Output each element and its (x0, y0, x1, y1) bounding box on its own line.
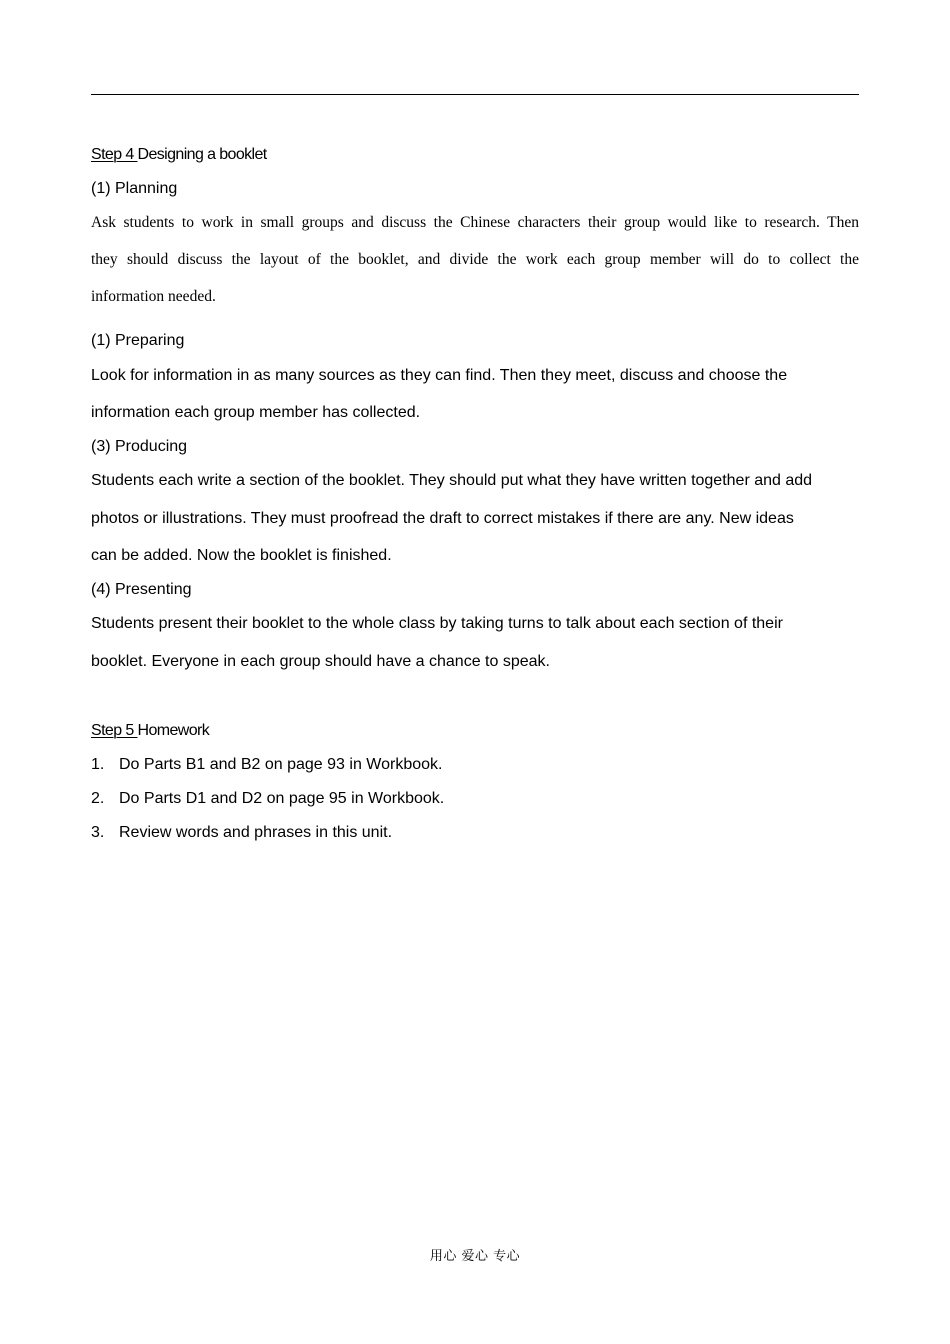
presenting-line-2: booklet. Everyone in each group should have a chance to speak. (91, 653, 550, 670)
homework-item-number: 1. (91, 756, 105, 773)
homework-item-number: 2. (91, 790, 105, 807)
producing-heading: (3) Producing (91, 438, 188, 455)
header-rule (91, 94, 859, 95)
planning-line-1: Ask students to work in small groups and discuss the Chinese characters their group would like to research. Then (91, 214, 859, 231)
step4-heading (91, 145, 859, 165)
producing-line-3: can be added. Now the booklet is finished. (91, 547, 392, 564)
homework-item-text: Review words and phrases in this unit. (119, 824, 393, 841)
preparing-heading: (1) Preparing (91, 332, 185, 349)
homework-item-text: Do Parts B1 and B2 on page 93 in Workbook. (119, 756, 443, 773)
homework-item-number: 3. (91, 824, 105, 841)
step5-label: Step 5 (91, 722, 138, 739)
page-footer: 用心 爱心 专心 (429, 1249, 521, 1264)
homework-item (91, 755, 859, 775)
step4-title: Designing a booklet (137, 146, 267, 163)
presenting-heading: (4) Presenting (91, 581, 192, 598)
planning-line-2: they should discuss the layout of the booklet, and divide the work each group member will do to collect the (91, 251, 859, 268)
preparing-line-2: information each group member has collected. (91, 404, 421, 421)
step5-title: Homework (137, 722, 210, 739)
step5-heading (91, 721, 859, 741)
homework-item (91, 789, 859, 809)
producing-line-2: photos or illustrations. They must proofread the draft to correct mistakes if there are any. New ideas (91, 510, 794, 527)
homework-item-text: Do Parts D1 and D2 on page 95 in Workbook. (119, 790, 445, 807)
presenting-line-1: Students present their booklet to the whole class by taking turns to talk about each section of their (91, 615, 783, 632)
producing-line-1: Students each write a section of the booklet. They should put what they have written together and add (91, 472, 813, 489)
homework-item (91, 823, 859, 843)
step4-label: Step 4 (91, 146, 138, 163)
planning-heading: (1) Planning (91, 180, 178, 197)
planning-line-3: information needed. (91, 288, 216, 305)
preparing-line-1: Look for information in as many sources as they can find. Then they meet, discuss and choose the (91, 367, 788, 384)
